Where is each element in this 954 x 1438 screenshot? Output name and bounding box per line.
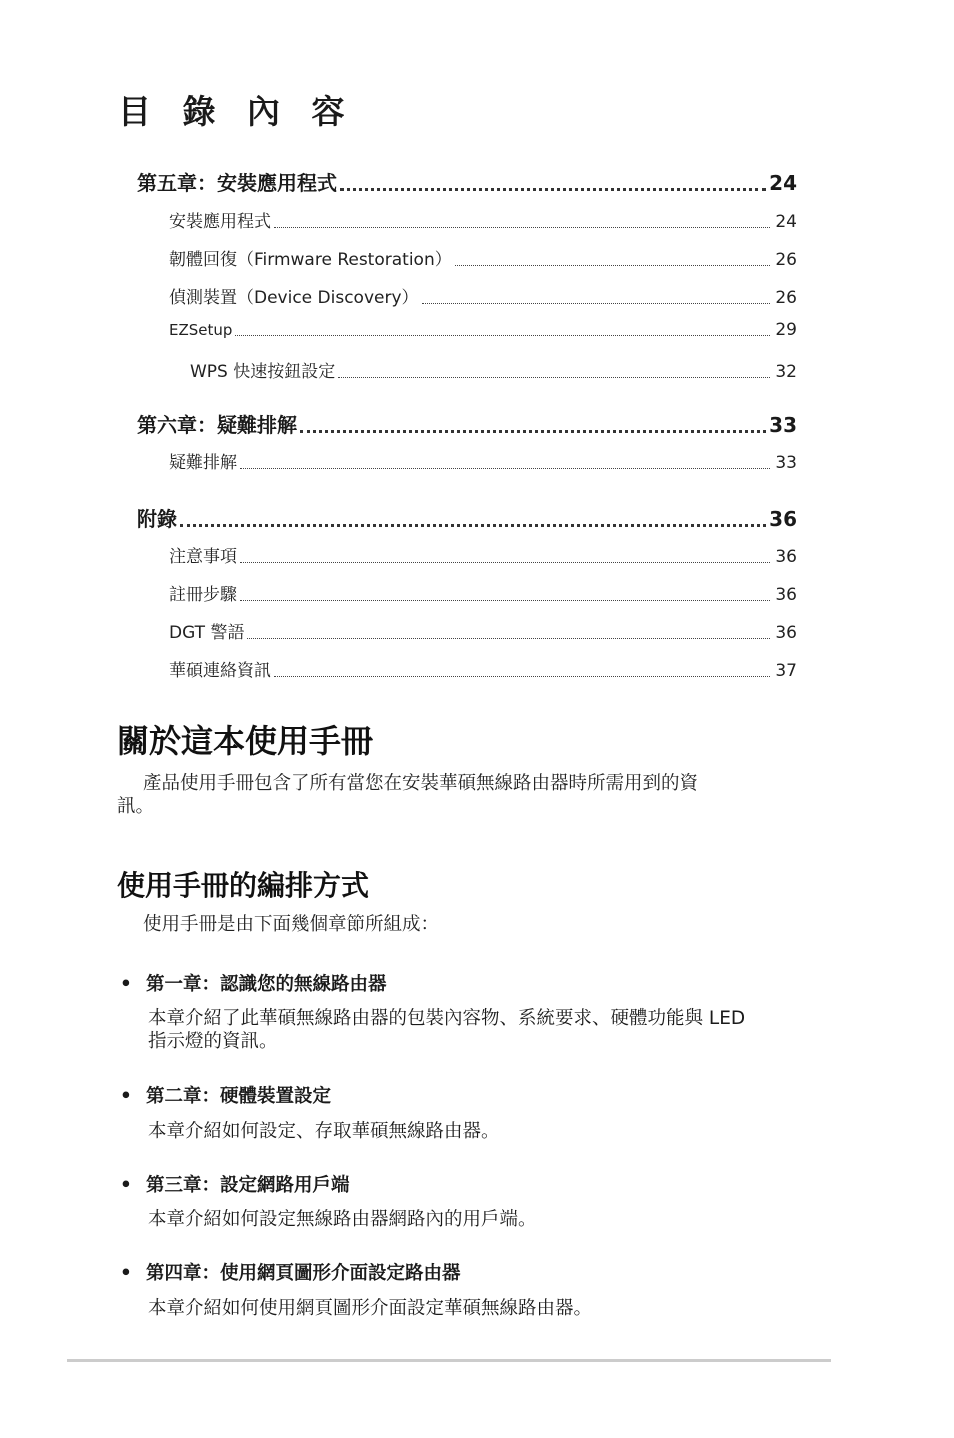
chapter-1-item	[120, 970, 387, 996]
toc-entry[interactable]	[169, 320, 797, 340]
toc-page-number: 36	[775, 585, 797, 605]
chapter-2-title: 第二章：硬體裝置設定	[146, 1086, 332, 1107]
dot-leader	[180, 524, 766, 527]
toc-entry[interactable]	[190, 357, 797, 382]
footer-divider	[67, 1359, 831, 1362]
toc-label: WPS 快速按鈕設定	[190, 362, 336, 382]
toc-entry[interactable]	[169, 542, 797, 567]
toc-page-number: 26	[775, 288, 797, 308]
structure-intro: 使用手冊是由下面幾個章節所組成：	[143, 914, 440, 935]
dot-leader	[247, 638, 770, 639]
toc-page-number: 32	[775, 362, 797, 382]
dot-leader	[240, 468, 770, 469]
toc-page-number: 36	[775, 623, 797, 643]
chapter-3-item	[120, 1171, 350, 1197]
toc-page-number: 29	[775, 320, 797, 340]
chapter-4-item	[120, 1259, 461, 1285]
toc-label: 第五章：安裝應用程式	[137, 171, 337, 195]
toc-chapter-6[interactable]	[137, 409, 797, 438]
bullet-icon: •	[120, 974, 132, 995]
toc-label: 華碩連絡資訊	[169, 661, 271, 681]
toc-title: 目 錄 內 容	[118, 92, 355, 131]
chapter-4-desc: 本章介紹如何使用網頁圖形介面設定華碩無線路由器。	[148, 1298, 593, 1319]
chapter-2-desc: 本章介紹如何設定、存取華碩無線路由器。	[148, 1121, 500, 1142]
toc-appendix[interactable]	[137, 503, 797, 532]
structure-heading: 使用手冊的編排方式	[117, 869, 370, 902]
chapter-4-title: 第四章：使用網頁圖形介面設定路由器	[146, 1263, 461, 1284]
toc-page-number: 36	[775, 547, 797, 567]
toc-page-number: 26	[775, 250, 797, 270]
toc-label: 韌體回復（Firmware Restoration）	[169, 250, 452, 270]
toc-entry[interactable]	[169, 618, 797, 643]
chapter-3-desc: 本章介紹如何設定無線路由器網路內的用戶端。	[148, 1209, 537, 1230]
toc-label: 第六章：疑難排解	[137, 413, 297, 437]
bullet-icon: •	[120, 1263, 132, 1284]
chapter-1-title: 第一章：認識您的無線路由器	[146, 974, 387, 995]
dot-leader	[240, 562, 770, 563]
toc-entry[interactable]	[169, 448, 797, 473]
toc-page-number: 24	[769, 171, 797, 195]
dot-leader	[340, 188, 766, 191]
toc-label: 偵測裝置（Device Discovery）	[169, 288, 419, 308]
toc-entry[interactable]	[169, 207, 797, 232]
toc-entry[interactable]	[169, 245, 797, 270]
about-body-line-2: 訊。	[117, 796, 155, 817]
bullet-icon: •	[120, 1175, 132, 1196]
toc-label: DGT 警語	[169, 623, 245, 643]
toc-label: 註冊步驟	[169, 585, 237, 605]
toc-entry[interactable]	[169, 580, 797, 605]
toc-label: EZSetup	[169, 321, 233, 339]
dot-leader	[455, 265, 770, 266]
about-body-line-1: 產品使用手冊包含了所有當您在安裝華碩無線路由器時所需用到的資	[143, 773, 699, 794]
chapter-2-item	[120, 1082, 331, 1108]
toc-entry[interactable]	[169, 283, 797, 308]
toc-page-number: 24	[775, 212, 797, 232]
toc-page-number: 33	[769, 413, 797, 437]
dot-leader	[235, 335, 770, 336]
dot-leader	[274, 676, 770, 677]
bullet-icon: •	[120, 1086, 132, 1107]
toc-page-number: 33	[775, 453, 797, 473]
dot-leader	[338, 377, 770, 378]
toc-chapter-5[interactable]	[137, 167, 797, 196]
chapter-1-desc-line-1: 本章介紹了此華碩無線路由器的包裝內容物、系統要求、硬體功能與 LED	[148, 1008, 746, 1029]
toc-entry[interactable]	[169, 656, 797, 681]
dot-leader	[300, 430, 766, 433]
toc-page-number: 36	[769, 507, 797, 531]
dot-leader	[422, 303, 770, 304]
chapter-1-desc-line-2: 指示燈的資訊。	[148, 1031, 278, 1052]
toc-label: 安裝應用程式	[169, 212, 271, 232]
toc-label: 附錄	[137, 507, 177, 531]
chapter-3-title: 第三章：設定網路用戶端	[146, 1175, 350, 1196]
about-heading: 關於這本使用手冊	[117, 722, 374, 760]
dot-leader	[274, 227, 770, 228]
toc-page-number: 37	[775, 661, 797, 681]
dot-leader	[240, 600, 770, 601]
toc-label: 疑難排解	[169, 453, 237, 473]
toc-label: 注意事項	[169, 547, 237, 567]
